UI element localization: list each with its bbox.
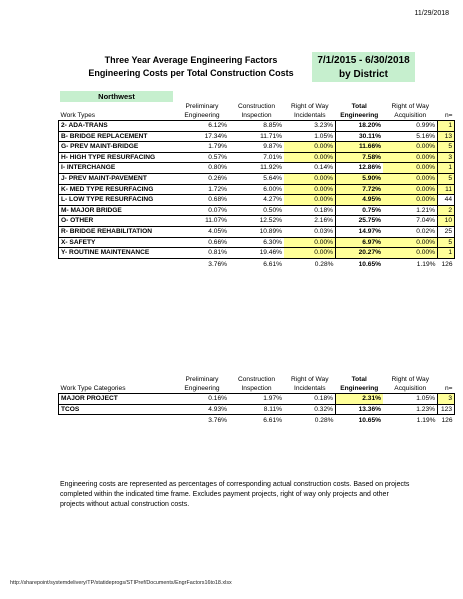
work-types-header: Work Types <box>59 111 176 121</box>
cell-ra: 0.00% <box>383 237 438 248</box>
col-pe-header: Preliminary <box>185 103 219 110</box>
cell-rw: 0.18% <box>284 205 336 216</box>
table-row <box>59 394 455 405</box>
table-row <box>59 237 455 248</box>
table-row <box>59 216 455 227</box>
cell-n: 10 <box>438 216 455 227</box>
cell-ra: 0.00% <box>383 248 438 259</box>
table-row <box>59 131 455 142</box>
total-te: 10.65% <box>358 417 381 425</box>
cell-ci: 11.71% <box>229 131 284 142</box>
table-row <box>59 404 455 415</box>
total-ra: 1.19% <box>416 260 436 268</box>
cell-te: 4.95% <box>336 195 384 206</box>
cell-te: 5.90% <box>336 173 384 184</box>
cell-rw: 1.05% <box>284 131 336 142</box>
col-ra-header: Right of Way <box>391 376 429 383</box>
cell-n: 13 <box>438 131 455 142</box>
row-label: Y- ROUTINE MAINTENANCE <box>59 248 176 259</box>
table-header-row-2 <box>59 111 455 121</box>
cell-te: 7.58% <box>336 152 384 163</box>
cell-pe: 4.93% <box>175 404 229 415</box>
col-rw-header-2: Incidentals <box>284 384 336 394</box>
cell-ra: 0.00% <box>383 152 438 163</box>
table-row <box>59 121 455 132</box>
total-ra: 1.19% <box>416 417 436 425</box>
row-label: TCOS <box>59 404 176 415</box>
col-ci-header-2: Inspection <box>229 384 284 394</box>
table-row <box>59 226 455 237</box>
cell-rw: 0.00% <box>284 184 336 195</box>
cell-te: 30.11% <box>336 131 384 142</box>
col-te-header: Total <box>351 103 367 110</box>
cell-ra: 0.02% <box>383 226 438 237</box>
total-row <box>59 258 455 270</box>
row-label: K- MED TYPE RESURFACING <box>59 184 176 195</box>
total-ci: 6.61% <box>263 417 282 425</box>
cell-ra: 1.23% <box>383 404 438 415</box>
cell-te: 2.31% <box>336 394 384 405</box>
total-pe: 3.76% <box>208 260 227 268</box>
cell-ci: 7.01% <box>229 152 284 163</box>
cell-te: 6.97% <box>336 237 384 248</box>
row-label: MAJOR PROJECT <box>59 394 176 405</box>
table-header-row-1 <box>59 102 455 111</box>
region-label: Northwest <box>60 91 173 102</box>
col-ra-header-2: Acquisition <box>383 384 438 394</box>
col-ra-header-2: Acquisition <box>383 111 438 121</box>
cell-te: 11.66% <box>336 142 384 153</box>
cell-te: 13.36% <box>336 404 384 415</box>
cell-te: 14.97% <box>336 226 384 237</box>
row-label: R- BRIDGE REHABILITATION <box>59 226 176 237</box>
cell-pe: 0.26% <box>175 173 229 184</box>
row-label: H- HIGH TYPE RESURFACING <box>59 152 176 163</box>
cell-rw: 2.16% <box>284 216 336 227</box>
cell-n: 5 <box>438 142 455 153</box>
total-ci: 6.61% <box>263 260 282 268</box>
title-line-1: Three Year Average Engineering Factors <box>104 55 278 65</box>
cell-n: 123 <box>438 404 455 415</box>
table-row <box>59 163 455 174</box>
cell-pe: 0.66% <box>175 237 229 248</box>
col-te-header: Total <box>351 376 367 383</box>
work-type-categories-header: Work Type Categories <box>59 384 176 394</box>
cell-ci: 5.64% <box>229 173 284 184</box>
row-label: 2- ADA-TRANS <box>59 121 176 132</box>
cell-pe: 17.34% <box>175 131 229 142</box>
row-label: O- OTHER <box>59 216 176 227</box>
row-label: L- LOW TYPE RESURFACING <box>59 195 176 206</box>
cell-te: 20.27% <box>336 248 384 259</box>
period-range: 7/1/2015 - 6/30/2018 <box>317 55 410 66</box>
col-te-header-2: Engineering <box>336 384 384 394</box>
total-rw: 0.28% <box>314 260 334 268</box>
cell-n: 5 <box>438 237 455 248</box>
cell-n: 5 <box>438 173 455 184</box>
cell-ra: 1.21% <box>383 205 438 216</box>
cell-ci: 6.00% <box>229 184 284 195</box>
cell-n: 1 <box>438 121 455 132</box>
table-row <box>59 152 455 163</box>
cell-pe: 11.07% <box>175 216 229 227</box>
footnote: Engineering costs are represented as percentages of corresponding actual construction costs. Based on projects completed within the indicated time frame. Excludes payment projects, right of way only projects and other projects without actual construction costs. <box>60 481 410 508</box>
cell-pe: 1.79% <box>175 142 229 153</box>
table-row <box>59 205 455 216</box>
cell-ra: 0.00% <box>383 195 438 206</box>
total-row <box>59 415 455 427</box>
total-n: 126 <box>441 417 453 425</box>
col-pe-header-2: Engineering <box>175 111 229 121</box>
title-line-2: Engineering Costs per Total Construction Costs <box>88 68 294 78</box>
cell-ci: 10.89% <box>229 226 284 237</box>
work-type-categories-table <box>58 375 455 426</box>
report-date: 11/29/2018 <box>414 10 449 17</box>
cell-ci: 11.92% <box>229 163 284 174</box>
cell-ci: 0.50% <box>229 205 284 216</box>
cell-rw: 0.32% <box>284 404 336 415</box>
cell-pe: 0.81% <box>175 248 229 259</box>
file-path-footer: http://sharepoint/systemdelivery/TP/statideprogs/STIPref/Documents/EngrFactors16to18.xlsx <box>10 580 232 586</box>
col-rw-header: Right of Way <box>291 376 329 383</box>
cell-rw: 0.00% <box>284 173 336 184</box>
cell-n: 3 <box>438 394 455 405</box>
cell-ra: 0.00% <box>383 163 438 174</box>
table-row <box>59 142 455 153</box>
col-ci-header: Construction <box>237 376 276 383</box>
cell-ci: 1.97% <box>229 394 284 405</box>
cell-rw: 0.00% <box>284 152 336 163</box>
cell-pe: 0.57% <box>175 152 229 163</box>
total-pe: 3.76% <box>208 417 227 425</box>
cell-ci: 8.85% <box>229 121 284 132</box>
total-n: 126 <box>441 260 453 268</box>
cell-pe: 0.16% <box>175 394 229 405</box>
cell-ra: 0.00% <box>383 184 438 195</box>
cell-pe: 4.05% <box>175 226 229 237</box>
table-row <box>59 173 455 184</box>
col-rw-header: Right of Way <box>291 103 329 110</box>
col-n-header: n= <box>438 111 455 121</box>
cell-ci: 6.30% <box>229 237 284 248</box>
cell-n: 1 <box>438 248 455 259</box>
cell-ra: 0.99% <box>383 121 438 132</box>
cell-pe: 0.68% <box>175 195 229 206</box>
row-label: M- MAJOR BRIDGE <box>59 205 176 216</box>
cell-ra: 0.00% <box>383 173 438 184</box>
cell-rw: 0.14% <box>284 163 336 174</box>
cell-ra: 1.05% <box>383 394 438 405</box>
cell-rw: 3.23% <box>284 121 336 132</box>
col-ra-header: Right of Way <box>391 103 429 110</box>
cell-te: 18.20% <box>336 121 384 132</box>
cell-rw: 0.00% <box>284 142 336 153</box>
period-box <box>312 52 415 82</box>
cell-ci: 9.87% <box>229 142 284 153</box>
row-label: X- SAFETY <box>59 237 176 248</box>
cell-ci: 12.52% <box>229 216 284 227</box>
row-label: J- PREV MAINT-PAVEMENT <box>59 173 176 184</box>
cell-ra: 5.16% <box>383 131 438 142</box>
report-title <box>86 54 296 80</box>
table-header-row-2 <box>59 384 455 394</box>
cell-pe: 1.72% <box>175 184 229 195</box>
col-ci-header: Construction <box>237 103 276 110</box>
col-pe-header-2: Engineering <box>175 384 229 394</box>
cell-n: 25 <box>438 226 455 237</box>
cell-ra: 7.04% <box>383 216 438 227</box>
row-label: I- INTERCHANGE <box>59 163 176 174</box>
cell-rw: 0.00% <box>284 237 336 248</box>
cell-te: 25.75% <box>336 216 384 227</box>
cell-te: 7.72% <box>336 184 384 195</box>
cell-ci: 19.46% <box>229 248 284 259</box>
total-rw: 0.28% <box>314 417 334 425</box>
col-rw-header-2: Incidentals <box>284 111 336 121</box>
cell-pe: 0.07% <box>175 205 229 216</box>
total-te: 10.65% <box>358 260 381 268</box>
table-row <box>59 248 455 259</box>
work-types-table <box>58 102 455 270</box>
row-label: B- BRIDGE REPLACEMENT <box>59 131 176 142</box>
cell-ra: 0.00% <box>383 142 438 153</box>
cell-pe: 6.12% <box>175 121 229 132</box>
cell-te: 12.86% <box>336 163 384 174</box>
cell-rw: 0.03% <box>284 226 336 237</box>
col-ci-header-2: Inspection <box>229 111 284 121</box>
row-label: G- PREV MAINT-BRIDGE <box>59 142 176 153</box>
cell-ci: 4.27% <box>229 195 284 206</box>
col-n-header: n= <box>438 384 455 394</box>
cell-rw: 0.18% <box>284 394 336 405</box>
cell-n: 44 <box>438 195 455 206</box>
cell-rw: 0.00% <box>284 248 336 259</box>
cell-n: 2 <box>438 205 455 216</box>
cell-n: 3 <box>438 152 455 163</box>
table-row <box>59 184 455 195</box>
col-pe-header: Preliminary <box>185 376 219 383</box>
cell-ci: 8.11% <box>229 404 284 415</box>
period-subtitle: by District <box>339 69 388 80</box>
table-row <box>59 195 455 206</box>
table-header-row-1 <box>59 375 455 384</box>
cell-pe: 0.80% <box>175 163 229 174</box>
cell-te: 0.75% <box>336 205 384 216</box>
cell-n: 11 <box>438 184 455 195</box>
col-te-header-2: Engineering <box>336 111 384 121</box>
cell-n: 1 <box>438 163 455 174</box>
cell-rw: 0.00% <box>284 195 336 206</box>
